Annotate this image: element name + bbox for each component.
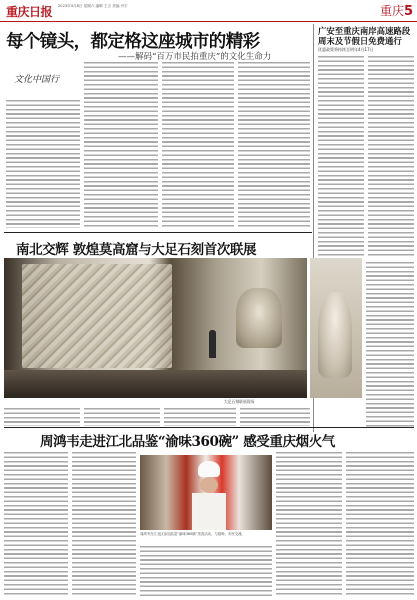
sidebar-note: 优惠政策将持续至明年4月17日 (318, 47, 374, 52)
column-logo-text: 文化中国行 (14, 75, 60, 85)
newspaper-logo: 重庆日报 (6, 5, 53, 19)
chef-uniform (192, 493, 226, 530)
third-body-column-4 (346, 452, 414, 596)
sidebar-body-column-3 (366, 262, 414, 428)
column-logo (14, 72, 80, 98)
third-body-column-1 (4, 452, 68, 596)
sidebar-body-column-1 (318, 56, 364, 256)
chef-hat (198, 461, 220, 477)
chef-event-photo (140, 455, 272, 530)
second-headline: 南北交辉 敦煌莫高窟与大足石刻首次联展 (16, 242, 257, 258)
third-headline: 周鸿韦走进江北品鉴“渝味360碗” 感受重庆烟火气 (40, 434, 335, 450)
chef-photo-caption: 周鸿韦在江北区参加品鉴“渝味360碗”美食活动，与厨师、市民交流。 (140, 532, 245, 536)
lead-body-column-4 (238, 62, 310, 228)
chef-face (200, 477, 218, 493)
grotto-photo-caption: 大足石刻联展现场 (224, 399, 255, 404)
second-body-column-3 (164, 408, 236, 426)
buddha-statue (236, 288, 282, 348)
lead-body-column-1 (6, 100, 80, 228)
page-number: 5 (403, 4, 413, 19)
lead-body-column-2 (84, 62, 158, 228)
lead-subheadline: ——解码“百万市民拍重庆”的文化生命力 (118, 52, 272, 62)
second-body-column-4 (240, 408, 310, 426)
statue-photo (310, 258, 362, 398)
issue-meta: 2023年4月8日 星期六 编辑 王言 美编 丹宇 (58, 4, 128, 8)
statue-figure (318, 292, 352, 378)
visitor-figure (209, 330, 216, 358)
carved-wall (22, 264, 172, 368)
sidebar-headline: 广安至重庆南岸高速路段周末及节假日免费通行 (318, 26, 411, 46)
third-body-column-2 (72, 452, 136, 596)
section-name: 重庆 (379, 4, 404, 18)
lead-body-column-3 (162, 62, 234, 228)
section-label (380, 2, 413, 19)
grotto-exhibition-photo (4, 258, 307, 398)
masthead (0, 0, 417, 22)
third-body-column-3 (276, 452, 342, 596)
sidebar-body-column-2 (368, 56, 414, 256)
bottom-section-rule (4, 427, 414, 428)
third-body-below-photo (140, 546, 272, 596)
second-body-column-1 (4, 408, 80, 426)
second-body-column-2 (84, 408, 160, 426)
section-rule (4, 232, 312, 233)
lead-headline: 每个镜头，都定格这座城市的精彩 (6, 32, 260, 52)
gallery-floor (4, 370, 307, 398)
